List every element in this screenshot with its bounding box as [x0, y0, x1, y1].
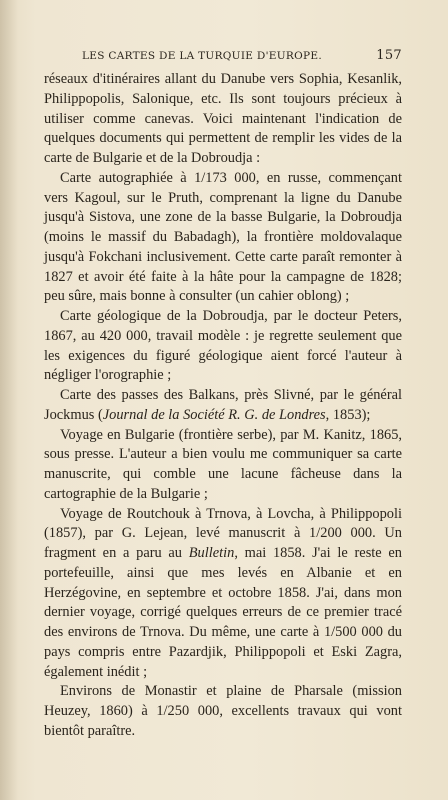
paragraph-carte-geologique: Carte géologique de la Dobroudja, par le docteur Peters, 1867, au 420 000, travail modèle : je regrette seulement que les exigences du figuré géologique aient forcé l'auteur à négliger l'orographie ; [44, 308, 402, 384]
paragraph-continuation: réseaux d'itinéraires allant du Danube vers Sophia, Kesanlik, Philippopolis, Salonique, etc. Ils sont toujours précieux à utiliser comme canevas. Voici maintenant l'indication de quelques documents qui permettent de remplir les vides de la carte de Bulgarie et de la Dobroudja : [44, 71, 402, 166]
paragraph-voyage-routchouk [44, 505, 402, 683]
text-segment: Voyage de Routchouk à Trnova, à Lovcha, à Philippopoli (1857), par G. Lejean, levé manuscrit à 1/200 000. Un fragment en a paru au [44, 505, 402, 561]
bulletin-title: Bulletin [188, 545, 235, 561]
paragraph-environs-monastir: Environs de Monastir et plaine de Pharsale (mission Heuzey, 1860) à 1/250 000, excellents travaux qui vont bientôt paraître. [44, 683, 402, 739]
text-segment: Carte des passes des Balkans, près Slivné, par le général Jockmus ( [44, 387, 402, 423]
page-number: 157 [376, 48, 402, 63]
text-segment: , 1853); [325, 406, 371, 423]
paragraph-voyage-bulgarie: Voyage en Bulgarie (frontière serbe), par M. Kanitz, 1865, sous presse. L'auteur a bien voulu me communiquer sa carte manuscrite, qui comble une lacune fâcheuse dans la cartographie de la Bulgarie ; [44, 426, 402, 502]
paragraph-carte-autographiee: Carte autographiée à 1/173 000, en russe, commençant vers Kagoul, sur le Pruth, comprenant la ligne du Danube jusqu'à Sistova, une zone de la basse Bulgarie, la Dobroudja (moins le massif du Babadagh), la frontière moldovalaque jusqu'à Fokchani inclusivement. Cette carte paraît remonter à 1827 et avoir été faite à la hâte pour la campagne de 1828; peu sûre, mais bonne à consulter (un cahier oblong) ; [44, 169, 402, 305]
running-title: LES CARTES DE LA TURQUIE D'EUROPE. [82, 50, 322, 62]
body-text [44, 70, 402, 742]
paragraph-carte-passes-balkans [44, 386, 402, 426]
spine-shadow [0, 0, 18, 800]
journal-title: Journal de la Société R. G. de Londres [102, 406, 326, 423]
running-header [82, 50, 402, 66]
text-segment: , mai 1858. J'ai le reste en portefeuille, ainsi que mes levés en Albanie et en Herzégovine, en septembre et octobre 1858. J'ai, dans mon dernier voyage, corrigé quelques erreurs de ce premier tracé des environs de Trnova. Du même, une carte à 1/500 000 du pays compris entre Pazardjik, Philippopoli et Eski Zagra, également inédit ; [44, 545, 402, 680]
